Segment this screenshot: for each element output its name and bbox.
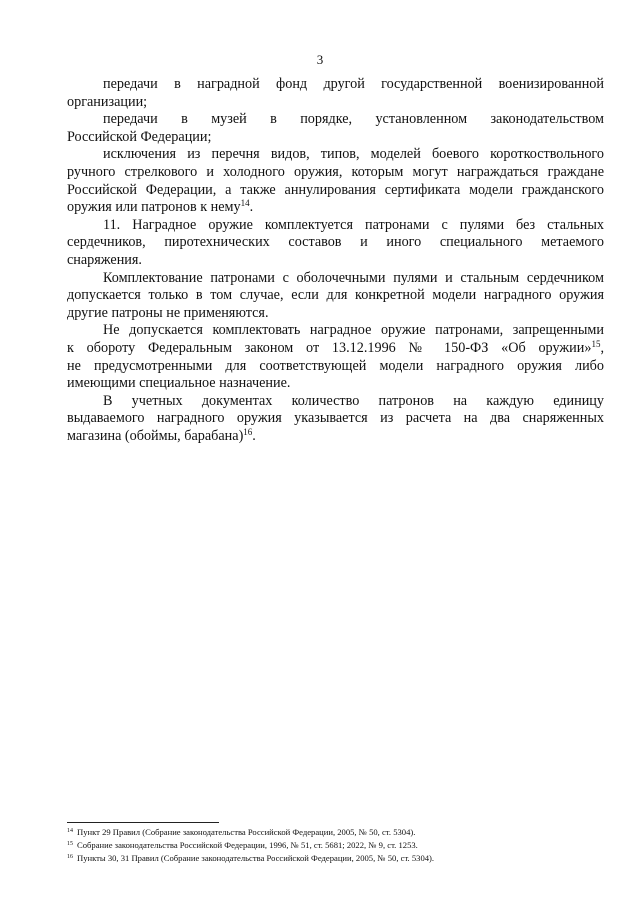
footnote-text: Пункт 29 Правил (Собрание законодательства Российской Федерации, 2005, № 50, ст. 5304).: [77, 827, 416, 837]
text-line: передачи в музей в порядке, установленном законодательством: [103, 111, 604, 128]
text-line: выдаваемого наградного оружия указывается из расчета на два снаряженных: [67, 410, 604, 427]
paragraph: [67, 270, 604, 323]
text-run: оружия или патронов к нему: [67, 199, 241, 216]
text-line: [31, 340, 604, 358]
footnote: [67, 826, 607, 839]
text-line: ручного стрелкового и холодного оружия, которым могут награждаться граждане: [67, 163, 604, 180]
footnote-ref: 15: [591, 338, 601, 349]
paragraph: [67, 146, 604, 216]
paragraph: [67, 322, 604, 392]
text-line: В учетных документах количество патронов на каждую единицу: [103, 392, 604, 409]
footnote-ref: 14: [240, 198, 250, 209]
text-line: Не допускается комплектовать наградное оружие патронами, запрещенными: [103, 322, 604, 339]
text-line: Комплектование патронами с оболочечными пулями и стальным сердечником: [103, 269, 604, 286]
paragraph: [67, 217, 604, 270]
footnote-number: 14: [67, 828, 73, 834]
text-line: Российской Федерации, а также аннулирования сертификата модели гражданского: [67, 181, 604, 198]
text-line: 11. Наградное оружие комплектуется патронами с пулями без стальных: [103, 216, 604, 233]
footnote-number: 15: [67, 841, 73, 847]
footnote: [67, 852, 607, 865]
text-line: [31, 428, 604, 446]
footnote-number: 16: [67, 854, 73, 860]
text-line: [31, 199, 604, 217]
text-run: .: [252, 427, 256, 444]
text-line: Российской Федерации;: [67, 128, 212, 145]
text-line: снаряжения.: [67, 251, 142, 268]
footnote-text: Пункты 30, 31 Правил (Собрание законодательства Российской Федерации, 2005, № 50, ст. 5304).: [77, 853, 435, 863]
paragraph: [67, 76, 604, 111]
footnote: [67, 839, 607, 852]
text-line: не предусмотренными для соответствующей модели наградного оружия либо: [67, 357, 604, 374]
paragraph: [67, 111, 604, 146]
text-run: к обороту Федеральным законом от 13.12.1996 № 150-ФЗ «Об оружии»: [67, 339, 592, 356]
text-line: передачи в наградной фонд другой государственной военизированной: [103, 76, 604, 92]
text-line: имеющими специальное назначение.: [67, 375, 291, 392]
text-line: допускается только в том случае, если для конкретной модели наградного оружия: [67, 287, 604, 304]
text-line: сердечников, пиротехнических составов и иного специального метаемого: [67, 234, 604, 251]
footnote-ref: 16: [243, 426, 253, 437]
text-line: другие патроны не применяются.: [67, 304, 269, 321]
footnote-divider: [67, 822, 219, 823]
text-line: организации;: [67, 93, 148, 110]
text-run: .: [249, 199, 254, 216]
paragraph: [67, 393, 604, 446]
document-body: [67, 76, 604, 445]
text-run: ,: [600, 339, 604, 356]
text-run: магазина (обоймы, барабана): [67, 427, 244, 444]
footnotes: [67, 826, 607, 865]
text-line: исключения из перечня видов, типов, моделей боевого короткоствольного: [103, 146, 604, 163]
page-number: 3: [316, 52, 324, 67]
footnote-text: Собрание законодательства Российской Федерации, 1996, № 51, ст. 5681; 2022, № 9, ст. 1253.: [77, 840, 418, 850]
